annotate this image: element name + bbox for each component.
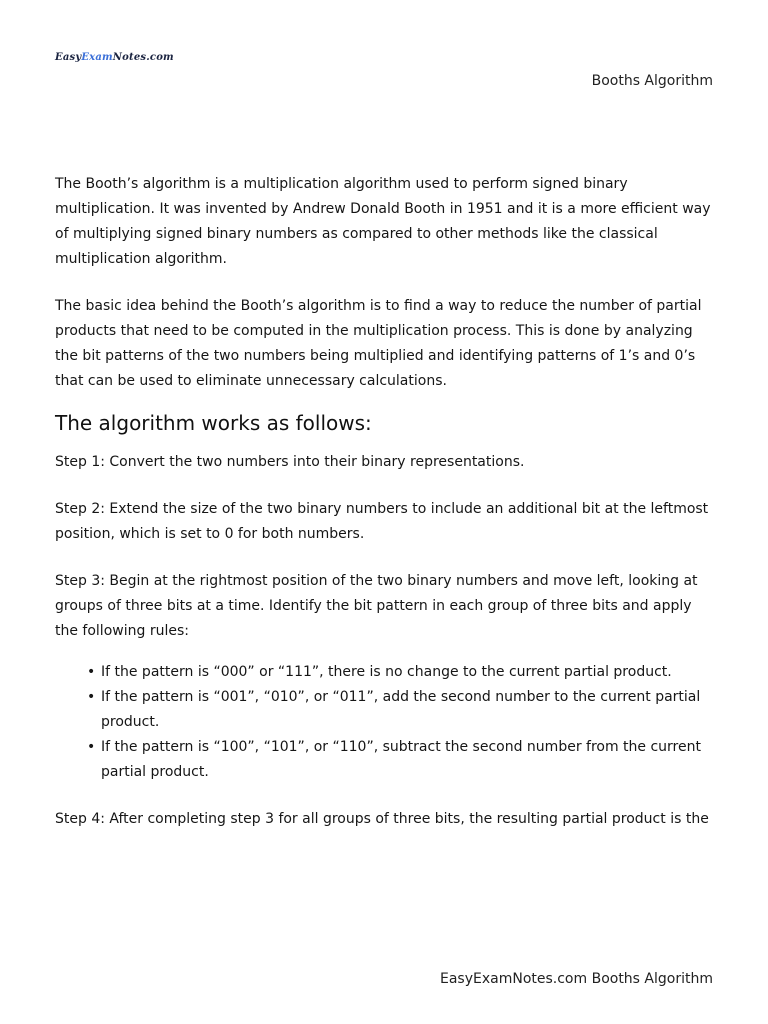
step-2: Step 2: Extend the size of the two binary numbers to include an additional bit at the leftmost position, which is set to 0 for both numbers. [55,501,709,542]
section-heading: The algorithm works as follows: [55,411,372,435]
bullet-icon: • [87,739,96,755]
step-3: Step 3: Begin at the rightmost position of the two binary numbers and move left, looking at groups of three bits at a time. Identify the bit pattern in each group of three bits and apply the following rules: [55,573,698,639]
page-header-title: Booths Algorithm [591,73,713,89]
logo-text-easy: Easy [55,52,82,63]
intro-paragraph-1: The Booth’s algorithm is a multiplication algorithm used to perform signed binary multiplication. It was invented by Andrew Donald Booth in 1951 and it is a more efficient way of multiplying signed binary numbers as compared to other methods like the classical multiplication algorithm. [55,176,711,267]
rule-item [87,660,715,685]
site-logo [55,52,174,63]
page-footer: EasyExamNotes.com Booths Algorithm [440,971,713,987]
rules-list [55,660,715,785]
step-4: Step 4: After completing step 3 for all groups of three bits, the resulting partial product is the [55,811,709,827]
rule-text: If the pattern is “000” or “111”, there is no change to the current partial product. [101,664,672,680]
logo-text-notes: Notes.com [112,52,174,63]
document-body [55,172,715,854]
bullet-icon: • [87,664,96,680]
rule-item [87,685,715,735]
logo-text-exam: Exam [81,52,113,63]
bullet-icon: • [87,689,96,705]
step-1: Step 1: Convert the two numbers into their binary representations. [55,454,525,470]
rule-text: If the pattern is “100”, “101”, or “110”, subtract the second number from the current partial product. [101,739,701,780]
rule-item [87,735,715,785]
intro-paragraph-2: The basic idea behind the Booth’s algorithm is to find a way to reduce the number of partial products that need to be computed in the multiplication process. This is done by analyzing the bit patterns of the two numbers being multiplied and identifying patterns of 1’s and 0’s that can be used to eliminate unnecessary calculations. [55,298,702,389]
rule-text: If the pattern is “001”, “010”, or “011”, add the second number to the current partial product. [101,689,701,730]
